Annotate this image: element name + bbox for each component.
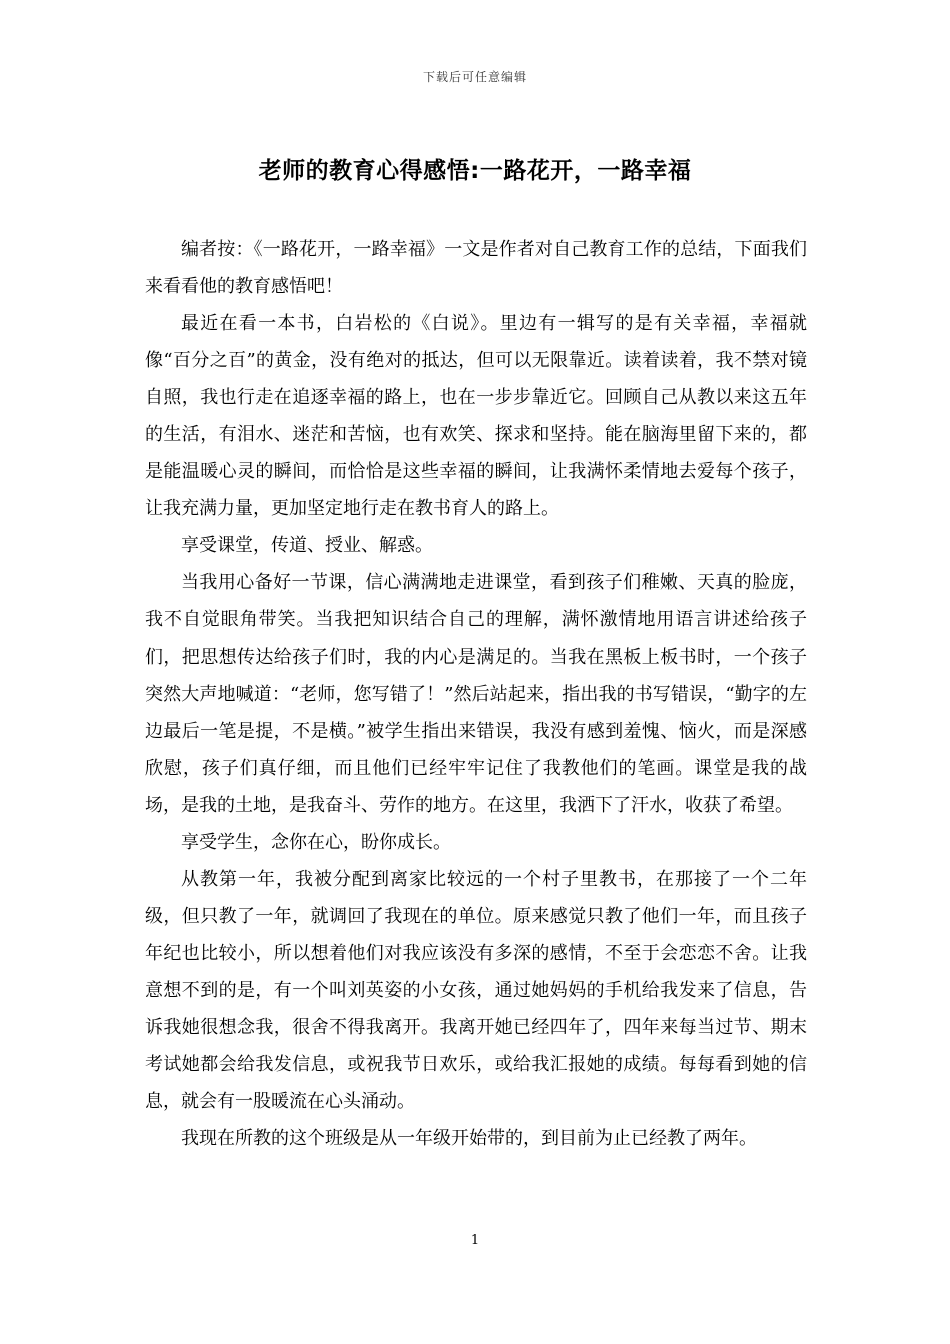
document-body [145, 231, 807, 1157]
paragraph-heading-students: 享受学生，念你在心，盼你成长。 [181, 831, 451, 853]
paragraph-heading-classroom: 享受课堂，传道、授业、解惑。 [181, 535, 433, 557]
paragraph-current-class: 我现在所教的这个班级是从一年级开始带的，到目前为止已经教了两年。 [181, 1128, 757, 1150]
paragraph-editor-note: 编者按：《一路花开，一路幸福》一文是作者对自己教育工作的总结，下面我们来看看他的教育感悟吧！ [145, 239, 807, 298]
document-title: 老师的教育心得感悟:一路花开，一路幸福 [258, 158, 692, 184]
paragraph-intro: 最近在看一本书，白岩松的《白说》。里边有一辑写的是有关幸福，幸福就像“百分之百”的黄金，没有绝对的抵达，但可以无限靠近。读着读着，我不禁对镜自照，我也行走在追逐幸福的路上，也在一步步靠近它。回顾自己从教以来这五年的生活，有泪水、迷茫和苦恼，也有欢笑、探求和坚持。能在脑海里留下来的，都是能温暖心灵的瞬间，而恰恰是这些幸福的瞬间，让我满怀柔情地去爱每个孩子，让我充满力量，更加坚定地行走在教书育人的路上。 [145, 313, 807, 520]
paragraph-students: 从教第一年，我被分配到离家比较远的一个村子里教书，在那接了一个二年级，但只教了一年，就调回了我现在的单位。原来感觉只教了他们一年，而且孩子年纪也比较小，所以想着他们对我应该没有多深的感情，不至于会恋恋不舍。让我意想不到的是，有一个叫刘英姿的小女孩，通过她妈妈的手机给我发来了信息，告诉我她很想念我，很舍不得我离开。我离开她已经四年了，四年来每当过节、期末考试她都会给我发信息，或祝我节日欢乐，或给我汇报她的成绩。每每看到她的信息，就会有一股暖流在心头涌动。 [145, 868, 807, 1113]
header-note: 下载后可任意编辑 [422, 70, 527, 84]
page-number: 1 [470, 1233, 480, 1248]
paragraph-classroom: 当我用心备好一节课，信心满满地走进课堂，看到孩子们稚嫩、天真的脸庞，我不自觉眼角带笑。当我把知识结合自己的理解，满怀激情地用语言讲述给孩子们，把思想传达给孩子们时，我的内心是满足的。当我在黑板上板书时，一个孩子突然大声地喊道：“老师，您写错了！”然后站起来，指出我的书写错误，“勤字的左边最后一笔是提，不是横。”被学生指出来错误，我没有感到羞愧、恼火，而是深感欣慰，孩子们真仔细，而且他们已经牢牢记住了我教他们的笔画。课堂是我的战场，是我的土地，是我奋斗、劳作的地方。在这里，我洒下了汗水，收获了希望。 [145, 572, 807, 816]
